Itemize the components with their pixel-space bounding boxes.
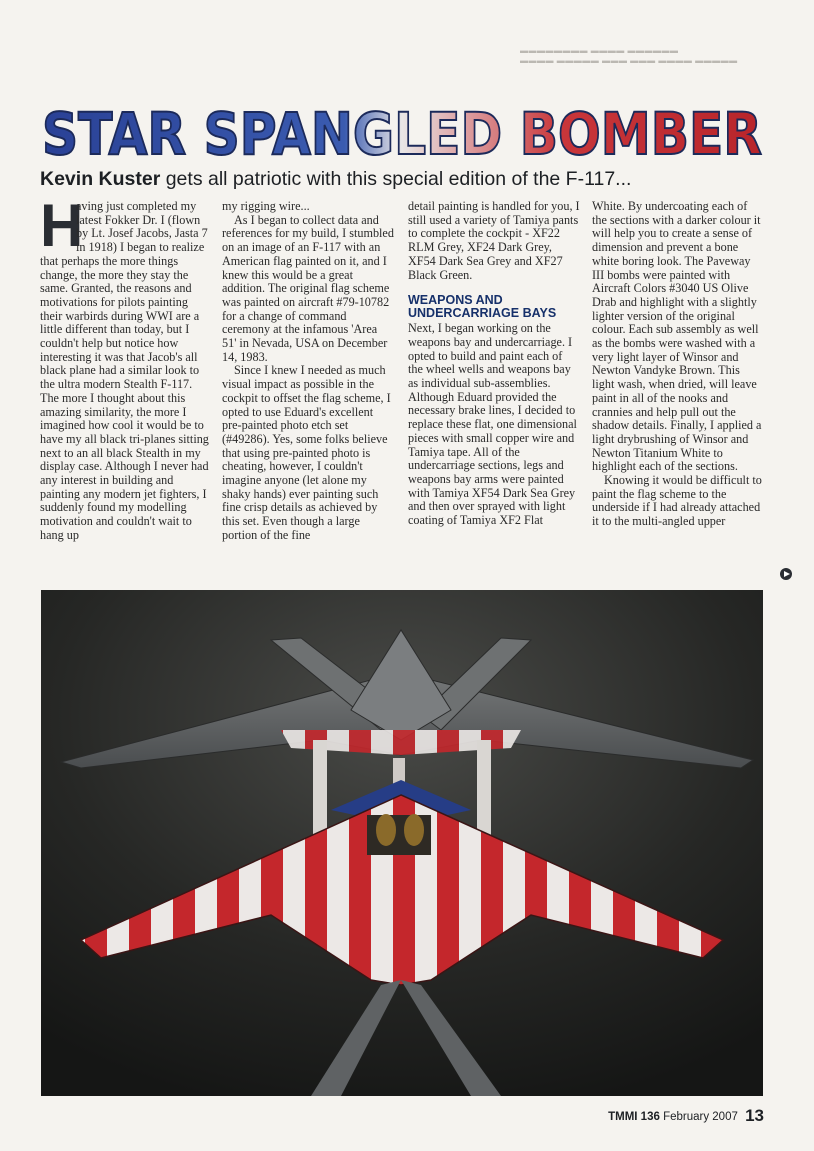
section-heading: WEAPONS AND UNDERCARRIAGE BAYS: [408, 293, 557, 321]
paragraph: As I began to collect data and references for my build, I stumbled on an image of an F-117 with an American flag painted on it, and I knew this would be a great addition. The original flag scheme was painted on aircraft #79-10782 for a change of command ceremony at the infamous 'Area 51' in Nevada, USA on December 14, 1983.: [222, 212, 394, 364]
continue-arrow-icon: [780, 568, 792, 580]
paragraph: Since I knew I needed as much visual impact as possible in the cockpit to offset the flag scheme, I opted to use Eduard's excellent pre-painted photo etch set (#49286). Yes, some folks believe that using pre-painted photo is cheating, however, I couldn't imagine anyone (let alone my shaky hands) ever painting such fine crisp details as achieved by this set. Even though a large portion of the fine: [222, 363, 391, 542]
title-graphic: [38, 92, 768, 168]
paragraph: aving just completed my latest Fokker Dr. I (flown by Lt. Josef Jacobs, Jasta 7 in 1918) I began to realize that perhaps the more things change, the more they stay the same. Granted, the reasons and motivations for pilots painting their warbirds during WWI are a little different than today, but I couldn't help but notice how interesting it was that Jacob's all black plane had a similar look to the ultra modern Stealth F-117. The more I thought about this amazing similarity, the more I imagined how cool it would be to have my all black tri-planes sitting next to an all black Stealth in my display case. Although I never had any interest in building and painting any modern jet fighters, I suddenly found my modelling motivation and couldn't wait to hang up: [40, 199, 209, 542]
paragraph: my rigging wire...: [222, 199, 310, 213]
column-3: [408, 200, 580, 585]
paragraph: Knowing it would be difficult to paint the flag scheme to the underside if I had already attached it to the multi-angled upper: [592, 473, 762, 529]
standfirst-text: gets all patriotic with this special edition of the F-117...: [160, 168, 632, 190]
author-name: Kevin Kuster: [40, 168, 161, 190]
paragraph: detail painting is handled for you, I still used a variety of Tamiya pants to complete the cockpit - XF22 RLM Grey, XF24 Dark Grey, XF54 Dark Sea Grey and XF27 Black Green.: [408, 199, 580, 282]
page-footer: [608, 1106, 764, 1126]
column-4: [592, 200, 764, 585]
issue-date: February 2007: [663, 1111, 738, 1123]
magazine-issue: TMMI 136: [608, 1111, 660, 1123]
model-photo: [41, 590, 763, 1096]
f117-model-illustration: [41, 590, 763, 1096]
standfirst: [40, 168, 780, 191]
drop-cap: H: [40, 192, 84, 259]
page-number: 13: [745, 1106, 764, 1125]
column-2: [222, 200, 394, 585]
paragraph: Next, I began working on the weapons bay and undercarriage. I opted to build and paint each of the wheel wells and weapons bay as individual sub-assemblies. Although Eduard provided the necessary brake lines, I decided to replace these flat, one dimensional pieces with small copper wire and Tamiya tape. All of the undercarriage sections, legs and weapons bay arms were painted with Tamiya XF54 Dark Sea Grey and then over sprayed with light coating of Tamiya XF2 Flat: [408, 321, 577, 528]
article-title: [38, 92, 768, 168]
column-1: [40, 192, 212, 585]
bleed-through-text: ▬▬▬▬▬▬▬▬ ▬▬▬▬ ▬▬▬▬▬▬ ▬▬▬▬ ▬▬▬▬▬ ▬▬▬ ▬▬▬ ▬▬▬▬ ▬▬▬▬▬: [520, 46, 738, 65]
paragraph: White. By undercoating each of the sections with a darker colour it will help you to create a sense of dimension and prevent a bone white boring look. The Paveway III bombs were painted with Aircraft Colors #3040 US Olive Drab and highlight with a slightly lighter version of the original colour. Each sub assembly as well as the bombs were washed with a very light layer of Winsor and Newton Vandyke Brown. This light wash, when dried, will leave paint in all of the nooks and crannies and help pull out the shadow details. Finally, I applied a light drybrushing of Winsor and Newton Titanium White to highlight each of the sections.: [592, 199, 762, 474]
title-text: STAR SPANGLED BOMBER: [42, 100, 762, 168]
